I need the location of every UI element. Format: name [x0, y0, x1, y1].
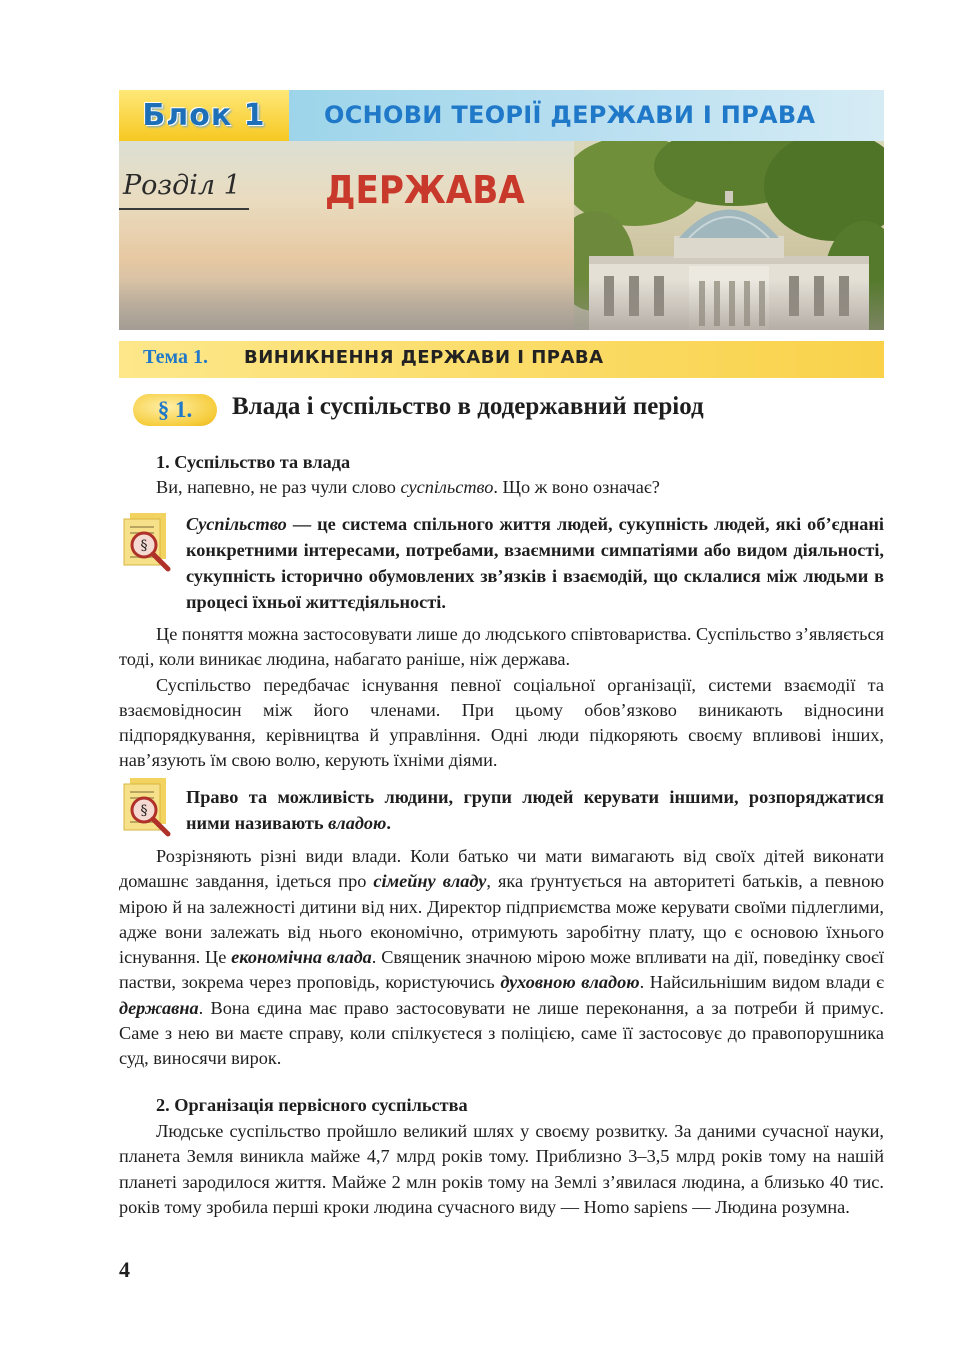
- paragraph-1: Це поняття можна застосовувати лише до людського співтовариства. Суспільство з’являється тоді, коли виникає людина, набагато раніше, ніж держава.: [119, 624, 884, 670]
- paragraph-2: Суспільство передбачає існування певної соціальної організації, системи взаємодії та взаємовідносин між його членами. При цьому обов’язково виникають відносини підпорядкування, керівництва й управління. Одні люди підкоряють своєму впливові інших, нав’язують їм свою волю, керують їхніми діями.: [119, 674, 884, 771]
- block-label: Блок 1: [119, 90, 289, 141]
- svg-text:§: §: [140, 538, 148, 554]
- topic-bar: [119, 341, 884, 378]
- city-skyline: [119, 280, 884, 330]
- body-text-3: [119, 1119, 884, 1220]
- section-title: ДЕРЖАВА: [325, 168, 525, 212]
- paragraph-badge: § 1.: [133, 394, 217, 426]
- page-number: 4: [119, 1257, 130, 1282]
- paragraph-title: Влада і суспільство в додержавний період: [232, 393, 704, 420]
- law-document-magnifier-icon: [120, 513, 174, 575]
- svg-text:§: §: [140, 803, 148, 819]
- body-text-2: [119, 844, 884, 1072]
- section-label: Розділ 1: [123, 170, 241, 201]
- subheading-2: 2. Організація первісного суспільства: [156, 1095, 468, 1115]
- paragraph-3: Розрізняють різні види влади. Коли батько чи мати вимагають від своїх дітей виконати домашнє завдання, ідеться про сімейну владу, яка ґрунтується на авторитеті батьків, а певною мірою й на залежності дитини від них. Директор підприємства може керувати своїми підлеглими, адже вони залежать від нього економічно, отримують заробітну плату, що є основою їхнього існування. Це економічна влада. Священик значною мірою може впливати на дії, поведінку своєї пастви, зокрема через проповідь, користуючись духовною владою. Найсильнішим видом влади є державна. Вона єдина має право застосовувати не лише переконання, а за потреби й примус. Саме з нею ви маєте справу, коли спілкуєтеся з поліцією, саме її застосовує до правопорушника суд, виносячи вирок.: [119, 846, 884, 1069]
- topic-label: Тема 1.: [143, 346, 208, 368]
- body-text-1: [119, 622, 884, 774]
- definition-power: Право та можливість людини, групи людей керувати іншими, розпоряджатися ними називають владою.: [186, 787, 884, 833]
- block-title: ОСНОВИ ТЕОРІЇ ДЕРЖАВИ І ПРАВА: [324, 101, 816, 129]
- topic-title: ВИНИКНЕННЯ ДЕРЖАВИ І ПРАВА: [244, 347, 604, 368]
- intro-line: Ви, напевно, не раз чули слово суспільство. Що ж воно означає?: [156, 477, 660, 497]
- section-label-underline: [119, 208, 249, 210]
- chapter-banner: [119, 90, 884, 330]
- subheading-1: 1. Суспільство та влада: [156, 452, 351, 472]
- paragraph-4: Людське суспільство пройшло великий шлях у своєму розвитку. За даними сучасної науки, планета Земля виникла майже 4,7 млрд років тому. Приблизно 3–3,5 млрд років тому на нашій планеті зародилося життя. Майже 2 млн років тому на Землі з’явилася людина, а близько 40 тис. років тому зробила перші кроки людина сучасного виду — Homo sapiens — Людина розумна.: [119, 1121, 884, 1217]
- definition-society: Суспільство — це система спільного життя людей, сукупність людей, які об’єднані конкретними інтересами, потребами, взаємними симпатіями або видом діяльності, сукупність історично обумовлених зв’язків і взаємодій, що склалися між людьми в процесі їхньої життєдіяльності.: [186, 514, 884, 612]
- law-document-magnifier-icon: [120, 778, 174, 840]
